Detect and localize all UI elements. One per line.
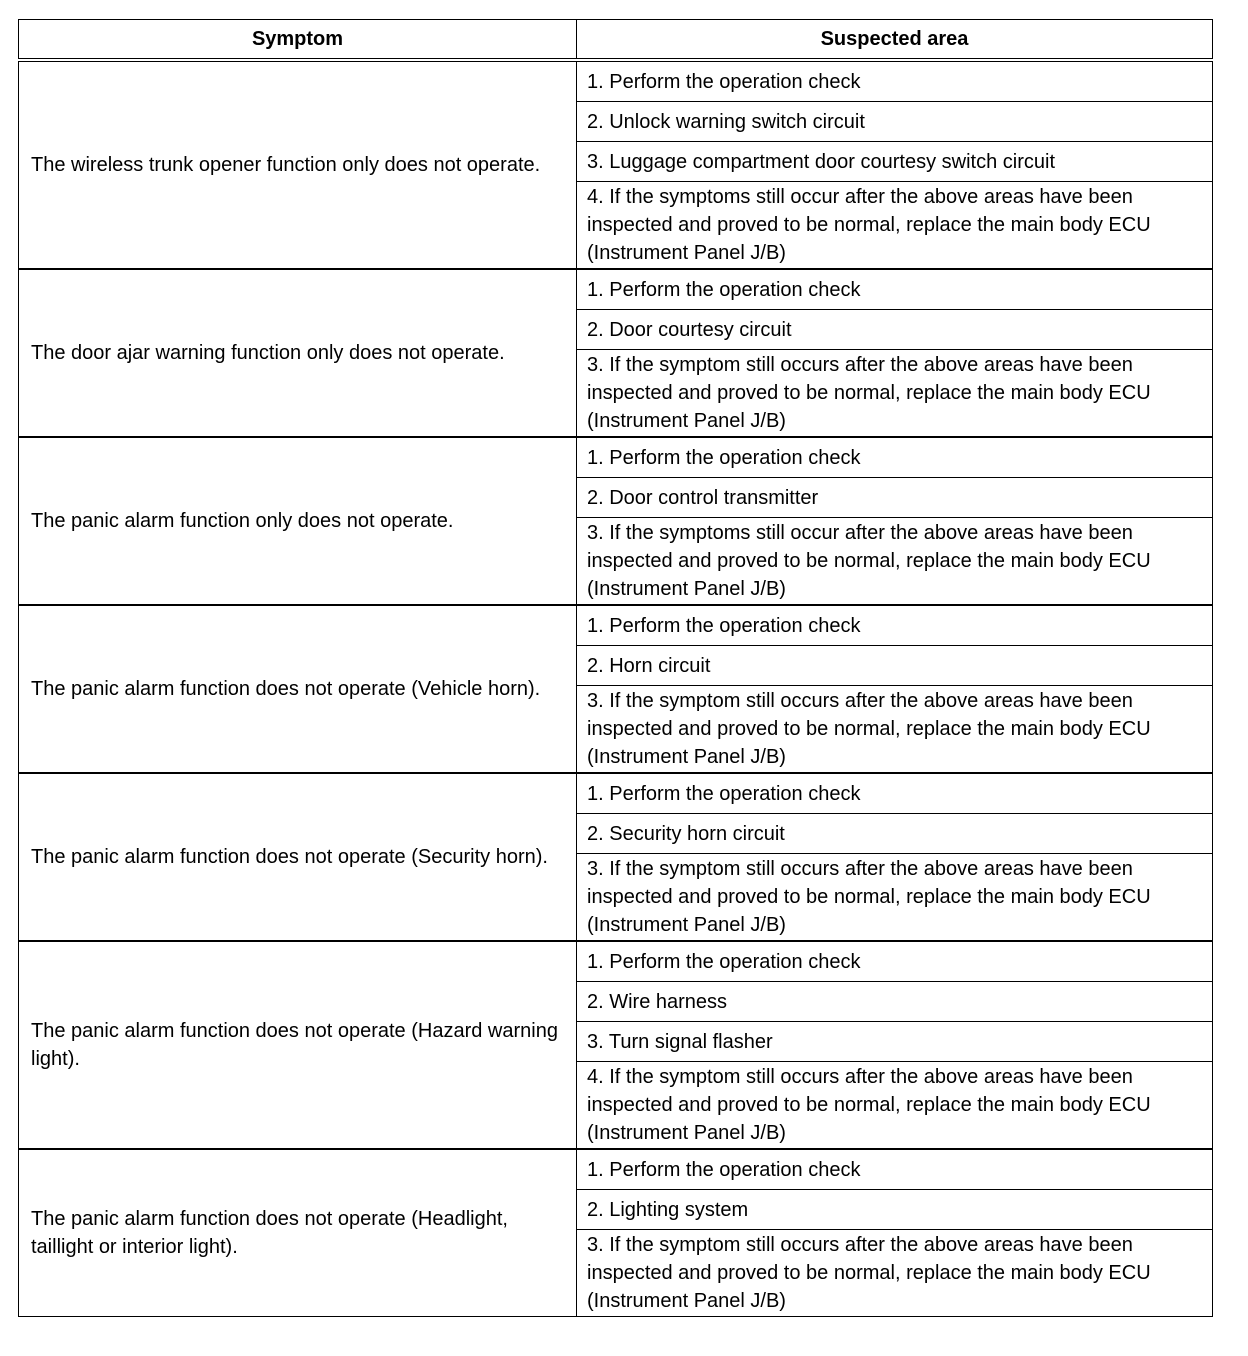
suspected-area-cell: 3. If the symptom still occurs after the above areas have been inspected and proved to be normal, replace the main body ECU (Instrument Panel J/B) — [577, 350, 1213, 438]
suspected-area-cell: 4. If the symptom still occurs after the above areas have been inspected and proved to be normal, replace the main body ECU (Instrument Panel J/B) — [577, 1062, 1213, 1150]
suspected-area-cell: 2. Lighting system — [577, 1190, 1213, 1230]
table-row — [19, 269, 1213, 310]
table-body — [19, 60, 1213, 1317]
troubleshooting-table — [18, 19, 1213, 1317]
header-row — [19, 20, 1213, 61]
suspected-area-cell: 2. Security horn circuit — [577, 814, 1213, 854]
table-row — [19, 437, 1213, 478]
suspected-area-cell: 1. Perform the operation check — [577, 437, 1213, 478]
table-row — [19, 605, 1213, 646]
symptom-column-header: Symptom — [19, 20, 577, 61]
suspected-area-cell: 2. Door control transmitter — [577, 478, 1213, 518]
table-row — [19, 941, 1213, 982]
symptom-cell: The door ajar warning function only does not operate. — [19, 269, 577, 437]
suspected-area-cell: 1. Perform the operation check — [577, 941, 1213, 982]
symptom-cell: The wireless trunk opener function only does not operate. — [19, 60, 577, 269]
suspected-area-cell: 2. Unlock warning switch circuit — [577, 102, 1213, 142]
symptom-cell: The panic alarm function does not operate (Security horn). — [19, 773, 577, 941]
suspected-area-cell: 1. Perform the operation check — [577, 269, 1213, 310]
table-row — [19, 1149, 1213, 1190]
suspected-area-cell: 3. If the symptoms still occur after the above areas have been inspected and proved to be normal, replace the main body ECU (Instrument Panel J/B) — [577, 518, 1213, 606]
suspected-area-cell: 2. Door courtesy circuit — [577, 310, 1213, 350]
suspected-area-cell: 2. Horn circuit — [577, 646, 1213, 686]
suspected-area-cell: 3. Turn signal flasher — [577, 1022, 1213, 1062]
suspected-area-cell: 3. If the symptom still occurs after the above areas have been inspected and proved to be normal, replace the main body ECU (Instrument Panel J/B) — [577, 854, 1213, 942]
suspected-area-cell: 4. If the symptoms still occur after the above areas have been inspected and proved to be normal, replace the main body ECU (Instrument Panel J/B) — [577, 182, 1213, 270]
suspected-area-cell: 3. If the symptom still occurs after the above areas have been inspected and proved to be normal, replace the main body ECU (Instrument Panel J/B) — [577, 1230, 1213, 1317]
symptom-cell: The panic alarm function only does not operate. — [19, 437, 577, 605]
suspected-area-cell: 3. Luggage compartment door courtesy switch circuit — [577, 142, 1213, 182]
symptom-cell: The panic alarm function does not operate (Headlight, taillight or interior light). — [19, 1149, 577, 1317]
symptom-cell: The panic alarm function does not operate (Hazard warning light). — [19, 941, 577, 1149]
suspected-area-cell: 1. Perform the operation check — [577, 605, 1213, 646]
table-header — [19, 20, 1213, 61]
suspected-area-cell: 2. Wire harness — [577, 982, 1213, 1022]
table-row — [19, 773, 1213, 814]
suspected-area-column-header: Suspected area — [577, 20, 1213, 61]
symptom-cell: The panic alarm function does not operate (Vehicle horn). — [19, 605, 577, 773]
suspected-area-cell: 1. Perform the operation check — [577, 773, 1213, 814]
table-row — [19, 60, 1213, 102]
suspected-area-cell: 1. Perform the operation check — [577, 60, 1213, 102]
suspected-area-cell: 3. If the symptom still occurs after the above areas have been inspected and proved to be normal, replace the main body ECU (Instrument Panel J/B) — [577, 686, 1213, 774]
suspected-area-cell: 1. Perform the operation check — [577, 1149, 1213, 1190]
